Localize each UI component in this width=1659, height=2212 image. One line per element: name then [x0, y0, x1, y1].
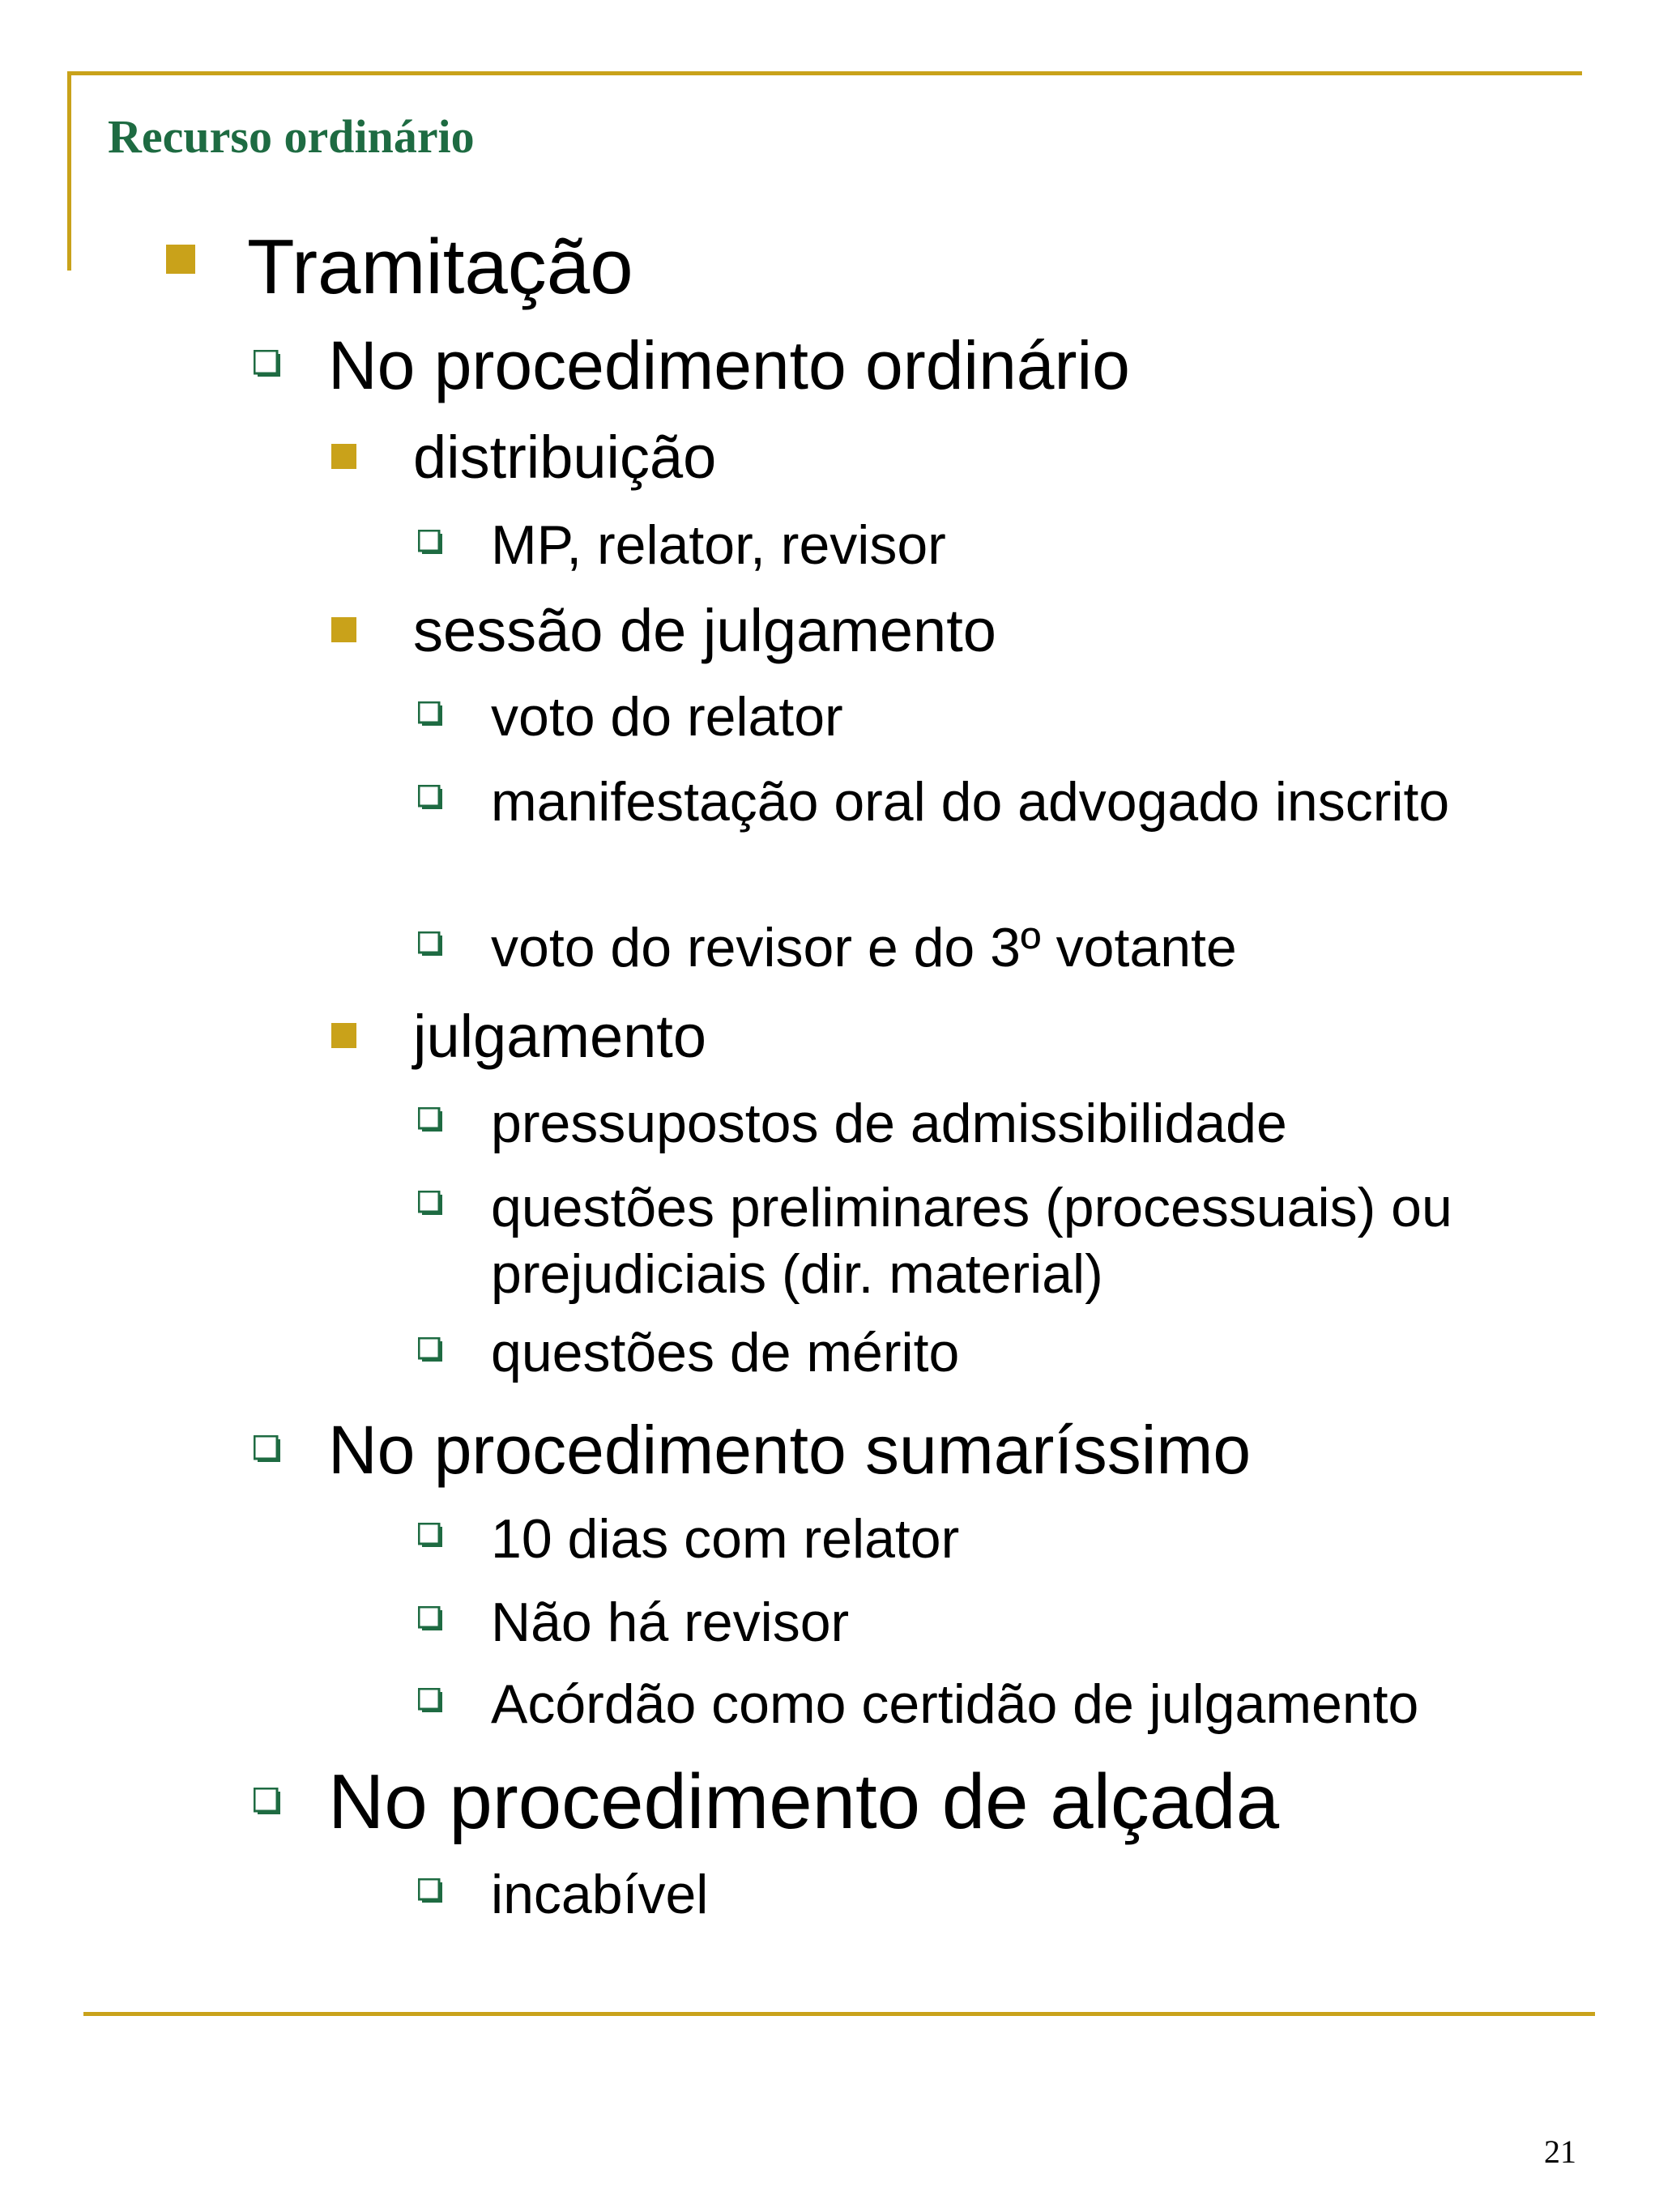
outline-level4-item: questões de mérito	[491, 1322, 960, 1383]
outline-level4-item: manifestação oral do advogado inscrito	[491, 771, 1450, 833]
shadow-box-icon	[254, 350, 283, 379]
shadow-box-icon	[418, 1878, 444, 1904]
filled-square-icon	[331, 1023, 356, 1048]
frame-left-rule	[67, 71, 71, 271]
shadow-box-icon	[418, 1107, 444, 1133]
shadow-box-icon	[418, 1606, 444, 1632]
slide-title: Recurso ordinário	[108, 110, 475, 163]
shadow-box-icon	[418, 931, 444, 957]
outline-level1-item: Tramitação	[247, 224, 633, 310]
outline-level3-sessao: sessão de julgamento	[413, 597, 996, 664]
shadow-box-icon	[418, 1191, 444, 1217]
shadow-box-icon	[418, 785, 444, 811]
outline-level3-distribuicao: distribuição	[413, 424, 717, 491]
outline-level4-item: voto do revisor e do 3º votante	[491, 917, 1237, 978]
outline-level2-ordinario: No procedimento ordinário	[328, 327, 1130, 403]
outline-level4-item: questões preliminares (processuais) ou prejudiciais (dir. material)	[491, 1177, 1452, 1305]
shadow-box-icon	[418, 1337, 444, 1363]
outline-level4-item: Não há revisor	[491, 1592, 850, 1653]
footer-rule	[83, 2012, 1595, 2016]
outline-level4-item: MP, relator, revisor	[491, 514, 946, 576]
shadow-box-icon	[418, 1523, 444, 1549]
outline-level2-sumarissimo: No procedimento sumaríssimo	[328, 1412, 1252, 1488]
filled-square-icon	[166, 245, 195, 274]
outline-level4-item: voto do relator	[491, 686, 843, 748]
outline-level3-julgamento: julgamento	[413, 1003, 707, 1070]
shadow-box-icon	[254, 1435, 283, 1464]
filled-square-icon	[331, 444, 356, 469]
page-number: 21	[1544, 2133, 1576, 2170]
outline-level4-item: Acórdão como certidão de julgamento	[491, 1673, 1419, 1735]
frame-top-rule	[67, 71, 1582, 75]
shadow-box-icon	[418, 701, 444, 727]
outline-level4-item: 10 dias com relator	[491, 1508, 960, 1570]
outline-level2-alcada: No procedimento de alçada	[328, 1758, 1280, 1845]
filled-square-icon	[331, 617, 356, 642]
shadow-box-icon	[418, 1688, 444, 1714]
shadow-box-icon	[418, 530, 444, 556]
outline-level4-item: incabível	[491, 1864, 709, 1925]
outline-level4-item: pressupostos de admissibilidade	[491, 1093, 1287, 1154]
shadow-box-icon	[254, 1788, 283, 1817]
